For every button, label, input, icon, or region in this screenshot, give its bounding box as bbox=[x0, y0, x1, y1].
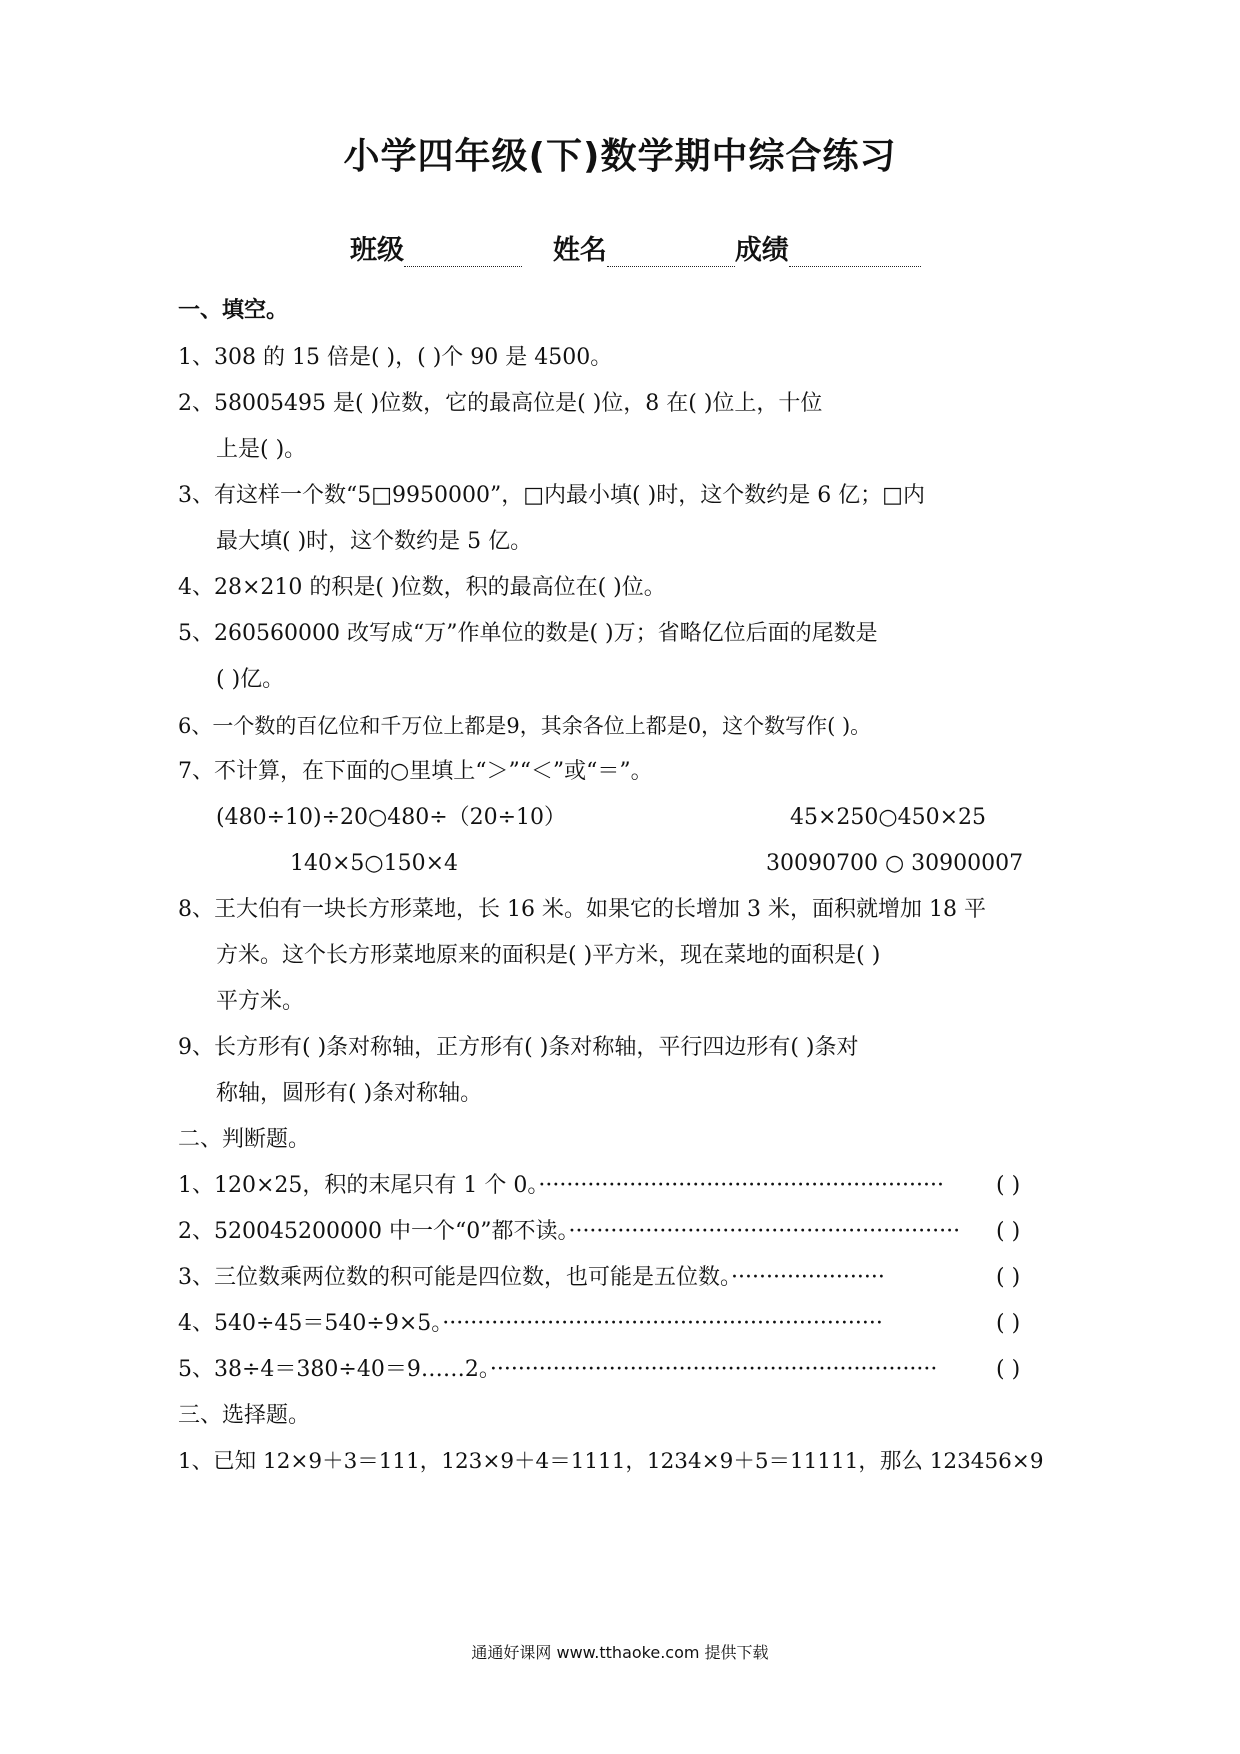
answer-paren[interactable]: ( ) bbox=[996, 1219, 1021, 1244]
section-1-heading: 一、填空。 bbox=[178, 298, 289, 323]
question-line: 4、28×210 的积是( )位数，积的最高位在( )位。 bbox=[178, 575, 666, 600]
question-line: 5、260560000 改写成“万”作单位的数是( )万；省略亿位后面的尾数是 bbox=[178, 621, 878, 646]
student-info-row bbox=[350, 228, 921, 272]
question-line: 7、不计算，在下面的○里填上“＞”“＜”或“＝”。 bbox=[178, 759, 653, 784]
question-line: 1、308 的 15 倍是( )，( )个 90 是 4500。 bbox=[178, 345, 613, 370]
question-line: 8、王大伯有一块长方形菜地，长 16 米。如果它的长增加 3 米，面积就增加 18 平 bbox=[178, 897, 986, 922]
judgement-text: 5、38÷4＝380÷40＝9……2。 bbox=[178, 1357, 490, 1382]
question-line: 称轴，圆形有( )条对称轴。 bbox=[216, 1081, 483, 1106]
score-blank[interactable] bbox=[789, 236, 921, 267]
class-label: 班级 bbox=[350, 235, 404, 266]
leader-dots: ························································ bbox=[568, 1219, 961, 1244]
score-label: 成绩 bbox=[734, 235, 789, 266]
question-line: 1、已知 12×9＋3＝111，123×9＋4＝1111，1234×9＋5＝11111，那么 123456×9 bbox=[178, 1449, 1044, 1474]
question-line: 2、58005495 是( )位数，它的最高位是( )位，8 在( )位上，十位 bbox=[178, 391, 823, 416]
answer-paren[interactable]: ( ) bbox=[996, 1173, 1021, 1198]
question-line: ( )亿。 bbox=[216, 667, 285, 692]
comparison-item: (480÷10)÷20○480÷（20÷10） bbox=[216, 805, 567, 830]
answer-paren[interactable]: ( ) bbox=[996, 1311, 1021, 1336]
question-line: 上是( )。 bbox=[216, 437, 307, 462]
footer-credit: 通通好课网 www.tthaoke.com 提供下载 bbox=[471, 1643, 769, 1662]
judgement-item bbox=[178, 1171, 944, 1201]
leader-dots: ································································ bbox=[489, 1357, 938, 1382]
question-line: 3、有这样一个数“5□9950000”，□内最小填( )时，这个数约是 6 亿；□内 bbox=[178, 483, 925, 508]
leader-dots: ······················ bbox=[731, 1265, 885, 1290]
judgement-item bbox=[178, 1309, 883, 1339]
section-2-heading: 二、判断题。 bbox=[178, 1127, 311, 1152]
question-line: 9、长方形有( )条对称轴，正方形有( )条对称轴，平行四边形有( )条对 bbox=[178, 1035, 859, 1060]
comparison-item: 30090700 ○ 30900007 bbox=[766, 851, 1024, 876]
judgement-text: 1、120×25，积的末尾只有 1 个 0。 bbox=[178, 1173, 539, 1198]
comparison-item: 140×5○150×4 bbox=[290, 851, 459, 876]
name-label: 姓名 bbox=[552, 235, 607, 266]
answer-paren[interactable]: ( ) bbox=[996, 1357, 1021, 1382]
question-line: 方米。这个长方形菜地原来的面积是( )平方米，现在菜地的面积是( ) bbox=[216, 943, 881, 968]
comparison-item: 45×250○450×25 bbox=[790, 805, 987, 830]
judgement-text: 2、520045200000 中一个“0”都不读。 bbox=[178, 1219, 569, 1244]
question-line: 最大填( )时，这个数约是 5 亿。 bbox=[216, 529, 533, 554]
section-3-heading: 三、选择题。 bbox=[178, 1403, 311, 1428]
answer-paren[interactable]: ( ) bbox=[996, 1265, 1021, 1290]
question-line: 6、一个数的百亿位和千万位上都是9，其余各位上都是0，这个数写作( )。 bbox=[178, 714, 872, 738]
class-blank[interactable] bbox=[404, 236, 522, 267]
judgement-item bbox=[178, 1355, 937, 1385]
name-blank[interactable] bbox=[607, 236, 735, 267]
question-line: 平方米。 bbox=[216, 989, 305, 1014]
leader-dots: ·························································· bbox=[538, 1173, 944, 1198]
judgement-text: 3、三位数乘两位数的积可能是四位数，也可能是五位数。 bbox=[178, 1265, 731, 1290]
leader-dots: ······························································· bbox=[442, 1311, 883, 1336]
page-title: 小学四年级(下)数学期中综合练习 bbox=[343, 136, 897, 177]
judgement-text: 4、540÷45＝540÷9×5。 bbox=[178, 1311, 443, 1336]
judgement-item bbox=[178, 1263, 885, 1293]
judgement-item bbox=[178, 1217, 960, 1247]
